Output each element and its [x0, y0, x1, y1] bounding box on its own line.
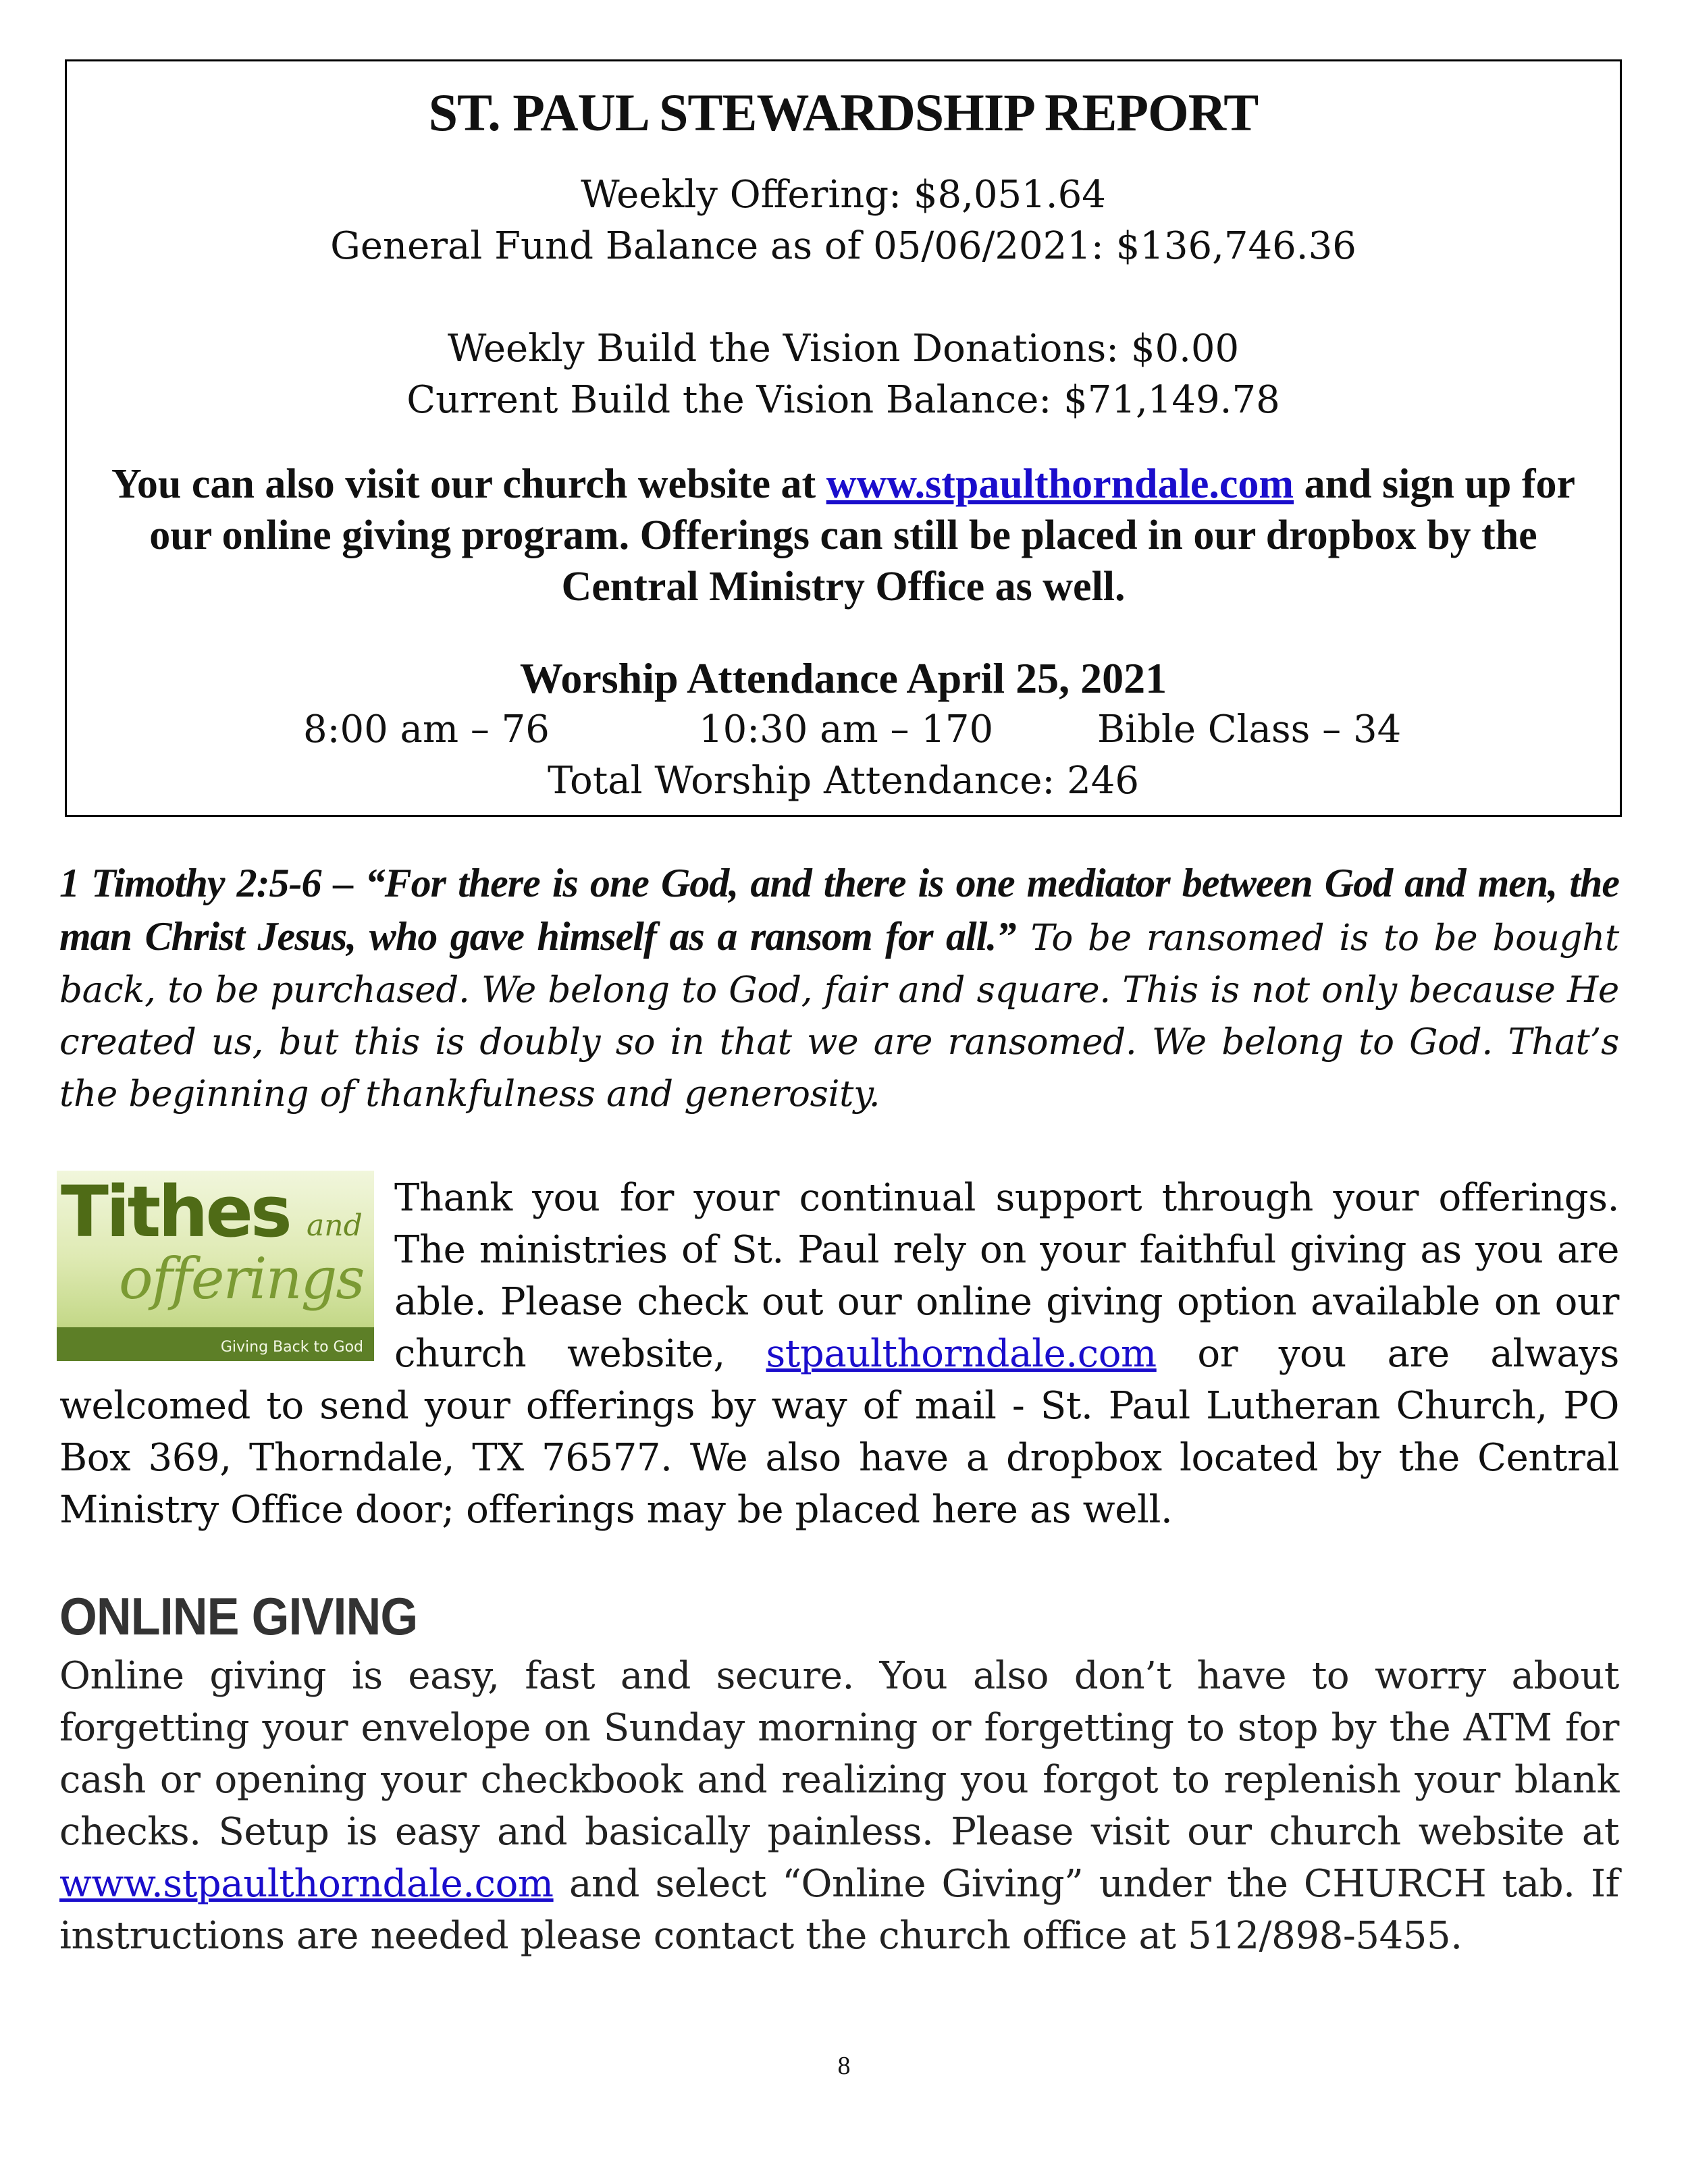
online-giving-body	[59, 1650, 1619, 1962]
page-number: 8	[837, 2052, 851, 2080]
logo-and-text: and	[307, 1208, 363, 1243]
thanks-website-link[interactable]: stpaulthorndale.com	[766, 1332, 1157, 1376]
website-note-post: and sign up for our online giving program. Offerings can still be placed in our dropbox by the Central Ministry Office as well.	[149, 461, 1575, 610]
report-title: ST. PAUL STEWARDSHIP REPORT	[428, 83, 1259, 142]
attendance-1030am: 10:30 am – 170	[699, 708, 994, 751]
attendance-total: Total Worship Attendance: 246	[548, 759, 1139, 803]
thanks-line-1: Thank you for your continual support through your offerings.	[394, 1176, 1619, 1220]
thanks-line-4-pre: church website,	[394, 1332, 766, 1376]
logo-tithes-text: Tithes	[61, 1171, 290, 1253]
stewardship-report-box	[65, 59, 1622, 817]
attendance-bible-class: Bible Class – 34	[1097, 708, 1402, 751]
thanks-paragraph-continued: welcomed to send your offerings by way of mail - St. Paul Lutheran Church, PO Box 369, Thorndale, TX 76577. We also have a dropbox located by the Central Ministry Office door; offerings may be placed here as well.	[59, 1384, 1619, 1532]
logo-offerings-text: offerings	[119, 1246, 364, 1312]
weekly-offering: Weekly Offering: $8,051.64	[581, 173, 1106, 217]
website-note-pre: You can also visit our church website at	[111, 461, 826, 507]
thanks-line-2: The ministries of St. Paul rely on your faithful giving as you are	[394, 1228, 1619, 1272]
scripture-reflection: To be ransomed is to be bought back, to be purchased. We belong to God, fair and square. This is not only because He created us, but this is doubly so in that we are ransomed. We belong to God. That’s the beginning of thankfulness and generosity.	[59, 917, 1619, 1115]
btv-current-balance: Current Build the Vision Balance: $71,149.78	[406, 378, 1280, 422]
general-fund-balance: General Fund Balance as of 05/06/2021: $136,746.36	[330, 224, 1356, 268]
online-giving-heading: ONLINE GIVING	[59, 1587, 418, 1646]
attendance-title: Worship Attendance April 25, 2021	[519, 654, 1167, 702]
online-body-post: and select “Online Giving” under the CHURCH tab. If instructions are needed please contact the church office at 512/898-5455.	[59, 1862, 1619, 1958]
thanks-line-3: able. Please check out our online giving option available on our	[394, 1280, 1619, 1324]
thanks-line-4-post: or you are always	[1156, 1332, 1619, 1376]
tithes-and-offerings-logo	[57, 1171, 374, 1361]
logo-tagline: Giving Back to God	[220, 1339, 363, 1356]
thanks-line-4	[394, 1328, 1619, 1380]
thanks-paragraph-wrapped	[394, 1172, 1619, 1380]
attendance-8am: 8:00 am – 76	[303, 708, 550, 751]
online-giving-link[interactable]: www.stpaulthorndale.com	[59, 1862, 554, 1906]
website-note	[94, 458, 1593, 612]
online-body-pre: Online giving is easy, fast and secure. You also don’t have to worry about forgetting your envelope on Sunday morning or forgetting to stop by the ATM for cash or opening your checkbook and realizing you forgot to replenish your blank checks. Setup is easy and basically painless. Please visit our church website at	[59, 1654, 1619, 1854]
scripture-paragraph	[59, 857, 1619, 1120]
btv-weekly-donations: Weekly Build the Vision Donations: $0.00	[447, 327, 1240, 371]
website-link[interactable]: www.stpaulthorndale.com	[826, 461, 1294, 507]
scripture-quote: 1 Timothy 2:5-6 – “For there is one God, and there is one mediator between God and men, the man Christ Jesus, who gave himself as a ransom for all.”	[59, 861, 1619, 959]
